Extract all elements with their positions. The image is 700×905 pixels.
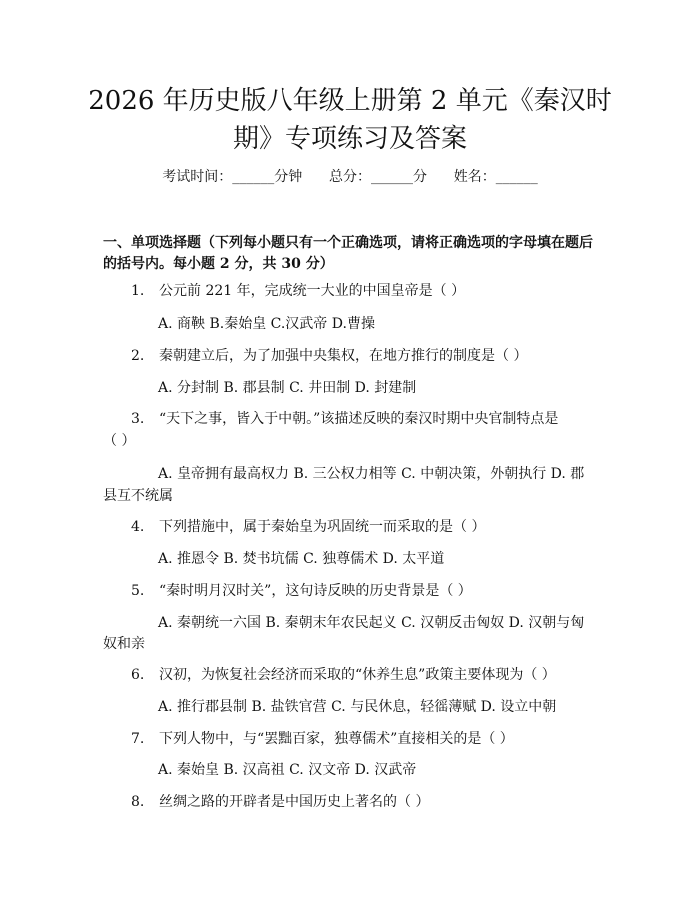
- question-text: 下列措施中，属于秦始皇为巩固统一而采取的是（ ）: [159, 519, 486, 535]
- question-text: 下列人物中，与“罢黜百家，独尊儒术”直接相关的是（ ）: [159, 731, 514, 747]
- question-text: 公元前 221 年，完成统一大业的中国皇帝是（ ）: [159, 283, 466, 299]
- section-heading: [103, 233, 603, 275]
- question-3-continuation: （ ）: [103, 433, 136, 449]
- question-text: 丝绸之路的开辟者是中国历史上著名的（ ）: [159, 794, 430, 810]
- question-5: [131, 581, 472, 602]
- exam-info: 考试时间：______分钟 总分：______分 姓名：______: [162, 169, 538, 185]
- title-line-2: 期》专项练习及答案: [232, 124, 467, 154]
- document-title: [60, 82, 640, 158]
- question-4: [131, 517, 485, 538]
- question-number: 8.: [131, 794, 145, 810]
- question-3: [131, 409, 558, 430]
- question-number: 2.: [131, 348, 145, 364]
- question-4-options: A. 推恩令 B. 焚书坑儒 C. 独尊儒术 D. 太平道: [158, 551, 445, 567]
- question-text: 秦朝建立后，为了加强中央集权，在地方推行的制度是（ ）: [159, 348, 528, 364]
- question-7: [131, 729, 514, 750]
- question-text: “天下之事，皆入于中朝。”该描述反映的秦汉时期中央官制特点是: [159, 411, 559, 427]
- question-text: 汉初，为恢复社会经济而采取的“休养生息”政策主要体现为（ ）: [159, 667, 556, 683]
- question-3-options: A. 皇帝拥有最高权力 B. 三公权力相等 C. 中朝决策，外朝执行 D. 郡: [158, 466, 585, 482]
- question-number: 1.: [131, 283, 145, 299]
- question-text: “秦时明月汉时关”，这句诗反映的历史背景是（ ）: [159, 583, 472, 599]
- question-3-options-continuation: 县互不统属: [103, 488, 173, 504]
- question-number: 7.: [131, 731, 145, 747]
- question-1: [131, 281, 465, 302]
- question-2-options: A. 分封制 B. 郡县制 C. 井田制 D. 封建制: [158, 380, 417, 396]
- question-5-options-continuation: 奴和亲: [103, 636, 145, 652]
- question-2: [131, 346, 527, 367]
- section-heading-line-1: 一、单项选择题（下列每小题只有一个正确选项，请将正确选项的字母填在题后: [103, 235, 593, 251]
- question-number: 6.: [131, 667, 145, 683]
- question-8: [131, 792, 429, 813]
- question-1-options: A. 商鞅 B.秦始皇 C.汉武帝 D.曹操: [158, 316, 375, 332]
- title-line-1: 2026 年历史版八年级上册第 2 单元《秦汉时: [88, 86, 612, 116]
- question-6: [131, 665, 556, 686]
- question-number: 4.: [131, 519, 145, 535]
- question-number: 5.: [131, 583, 145, 599]
- question-5-options: A. 秦朝统一六国 B. 秦朝末年农民起义 C. 汉朝反击匈奴 D. 汉朝与匈: [158, 615, 585, 631]
- question-7-options: A. 秦始皇 B. 汉高祖 C. 汉文帝 D. 汉武帝: [158, 762, 417, 778]
- section-heading-line-2: 的括号内。每小题 2 分，共 30 分）: [103, 256, 334, 272]
- question-6-options: A. 推行郡县制 B. 盐铁官营 C. 与民休息，轻徭薄赋 D. 设立中朝: [158, 699, 557, 715]
- question-number: 3.: [131, 411, 145, 427]
